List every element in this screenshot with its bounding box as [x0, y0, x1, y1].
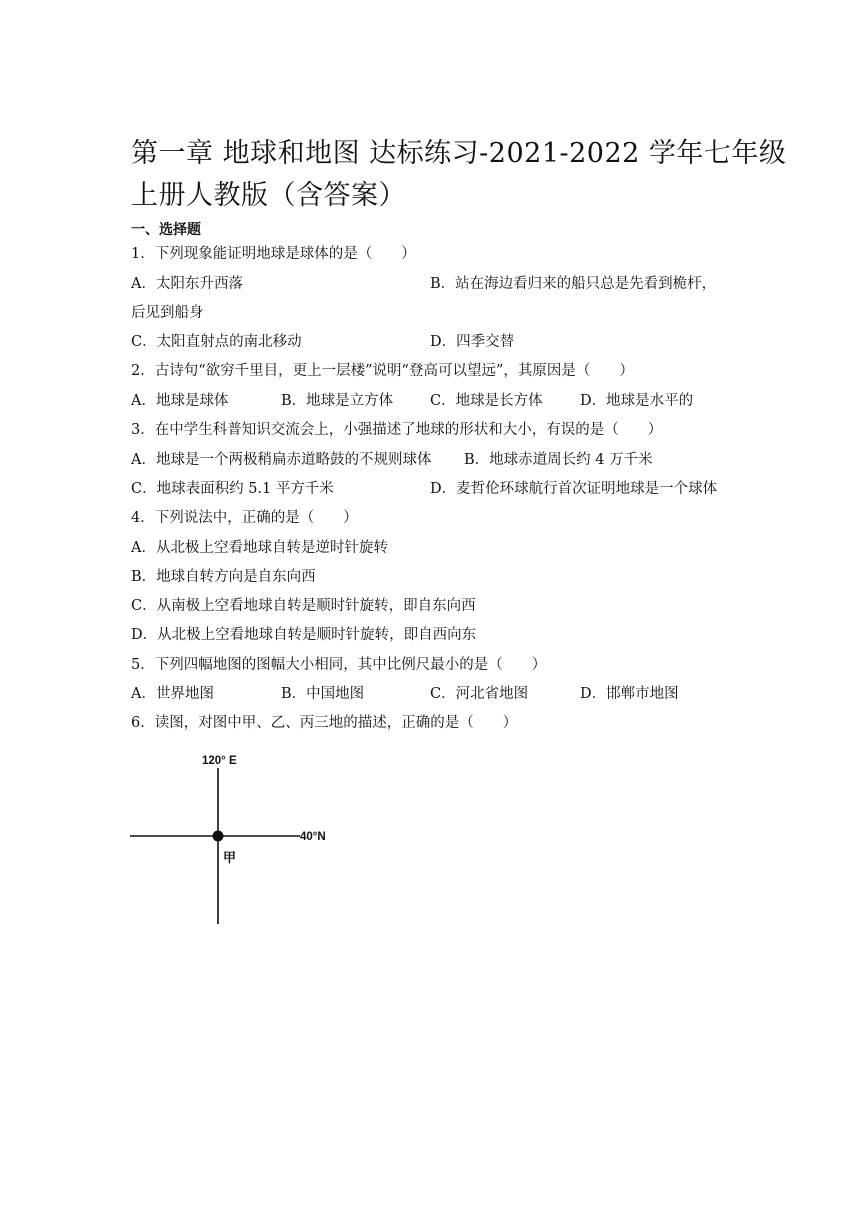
document-title-line-2: 上册人教版（含答案） — [131, 180, 406, 211]
question-4-stem: 4．下列说法中，正确的是（ ） — [131, 510, 358, 526]
question-2-option-a: A．地球是球体 — [131, 393, 229, 409]
question-1-option-a: A．太阳东升西落 — [131, 276, 243, 292]
point-jia-label: 甲 — [223, 851, 237, 866]
question-4-option-a: A．从北极上空看地球自转是逆时针旋转 — [131, 540, 388, 556]
question-2-option-c: C．地球是长方体 — [430, 393, 543, 409]
point-jia-marker — [213, 831, 224, 842]
question-5-stem: 5．下列四幅地图的图幅大小相同，其中比例尺最小的是（ ） — [131, 657, 547, 673]
question-4-option-c: C．从南极上空看地球自转是顺时针旋转，即自东向西 — [131, 598, 476, 614]
question-5-option-c: C．河北省地图 — [430, 686, 529, 702]
question-5-option-d: D．邯郸市地图 — [580, 686, 679, 702]
document-title-line-1: 第一章 地球和地图 达标练习-2021-2022 学年七年级 — [131, 138, 787, 169]
question-6-stem: 6．读图，对图中甲、乙、丙三地的描述，正确的是（ ） — [131, 715, 518, 731]
longitude-label: 120° E — [202, 755, 237, 767]
question-3-option-d: D．麦哲伦环球航行首次证明地球是一个球体 — [430, 481, 718, 497]
latitude-label: 40°N — [300, 831, 326, 843]
question-1-option-c: C．太阳直射点的南北移动 — [131, 334, 302, 350]
coordinate-diagram — [128, 748, 338, 928]
question-3-stem: 3．在中学生科普知识交流会上，小强描述了地球的形状和大小，有误的是（ ） — [131, 422, 663, 438]
question-1-stem: 1．下列现象能证明地球是球体的是（ ） — [131, 246, 416, 262]
question-2-stem: 2．古诗句“欲穷千里目，更上一层楼”说明“登高可以望远”，其原因是（ ） — [131, 363, 634, 379]
question-5-option-b: B．中国地图 — [281, 686, 365, 702]
question-1-option-d: D．四季交替 — [430, 334, 515, 350]
question-2-option-b: B．地球是立方体 — [281, 393, 394, 409]
question-5-option-a: A．世界地图 — [131, 686, 214, 702]
section-heading: 一、选择题 — [131, 222, 201, 238]
question-3-option-a: A．地球是一个两极稍扁赤道略鼓的不规则球体 — [131, 452, 432, 468]
question-1-option-b: B．站在海边看归来的船只总是先看到桅杆， — [430, 276, 717, 292]
question-3-option-c: C．地球表面积约 5.1 平方千米 — [131, 481, 334, 497]
question-3-option-b: B．地球赤道周长约 4 万千米 — [464, 452, 653, 468]
question-1-option-b-continued: 后见到船身 — [131, 305, 204, 321]
question-2-option-d: D．地球是水平的 — [580, 393, 694, 409]
question-4-option-b: B．地球自转方向是自东向西 — [131, 569, 316, 585]
question-4-option-d: D．从北极上空看地球自转是顺时针旋转，即自西向东 — [131, 627, 477, 643]
